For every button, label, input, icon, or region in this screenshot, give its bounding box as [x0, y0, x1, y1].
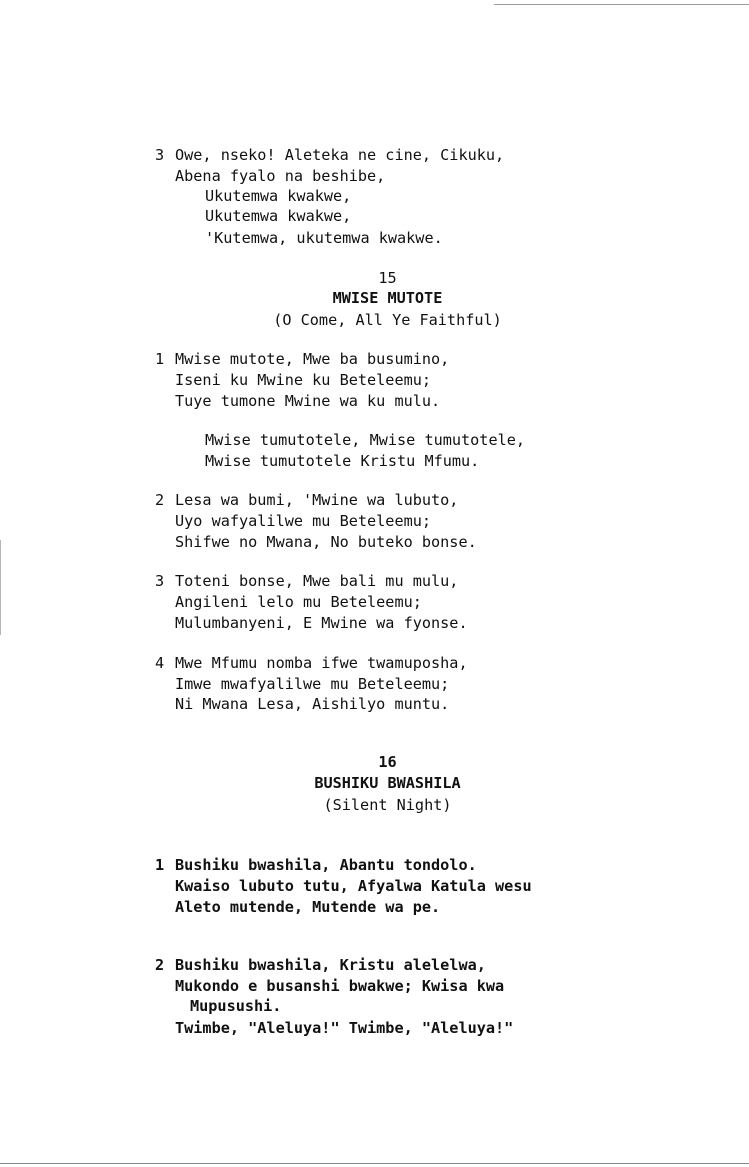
verse-line: Imwe mwafyalilwe mu Beteleemu; [175, 675, 450, 693]
verse-line: Iseni ku Mwine ku Beteleemu; [175, 371, 432, 389]
hymn-title: MWISE MUTOTE [332, 289, 443, 307]
verse-line: Ukutemwa kwakwe, [205, 187, 352, 205]
verse-line: Mulumbanyeni, E Mwine wa fyonse. [175, 614, 468, 632]
verse-line: Uyo wafyalilwe mu Beteleemu; [175, 512, 432, 530]
verse-line: Twimbe, "Aleluya!" Twimbe, "Aleluya!" [175, 1019, 514, 1037]
verse-line: Aleto mutende, Mutende wa pe. [175, 898, 441, 916]
verse-number: 4 [155, 654, 165, 672]
top-rule [494, 4, 749, 5]
verse-line: 'Kutemwa, ukutemwa kwakwe. [205, 229, 443, 247]
verse-number: 1 [155, 350, 165, 368]
hymn-subtitle: (Silent Night) [323, 796, 452, 814]
hymn-subtitle: (O Come, All Ye Faithful) [273, 311, 502, 329]
verse-line: Bushiku bwashila, Kristu alelelwa, [175, 956, 486, 974]
verse-line: Mwise mutote, Mwe ba busumino, [175, 350, 450, 368]
verse-number: 2 [155, 956, 165, 974]
hymn-title: BUSHIKU BWASHILA [314, 774, 461, 792]
verse-line: Mwe Mfumu nomba ifwe twamuposha, [175, 654, 468, 672]
verse-line: Mupusushi. [190, 997, 282, 1015]
verse-line: Kwaiso lubuto tutu, Afyalwa Katula wesu [175, 877, 532, 895]
refrain-line: Mwise tumutotele, Mwise tumutotele, [205, 431, 526, 449]
verse-number: 2 [155, 491, 165, 509]
verse-line: Lesa wa bumi, 'Mwine wa lubuto, [175, 491, 459, 509]
hymn-number: 16 [378, 753, 397, 771]
verse-number: 3 [155, 146, 165, 164]
verse-line: Ukutemwa kwakwe, [205, 207, 352, 225]
verse-number: 3 [155, 572, 165, 590]
verse-line: Shifwe no Mwana, No buteko bonse. [175, 533, 477, 551]
verse-line: Bushiku bwashila, Abantu tondolo. [175, 856, 477, 874]
verse-line: Angileni lelo mu Beteleemu; [175, 593, 422, 611]
refrain-line: Mwise tumutotele Kristu Mfumu. [205, 452, 480, 470]
verse-line: Mukondo e busanshi bwakwe; Kwisa kwa [175, 977, 505, 995]
verse-number: 1 [155, 856, 165, 874]
verse-line: Abena fyalo na beshibe, [175, 167, 386, 185]
verse-line: Ni Mwana Lesa, Aishilyo muntu. [175, 695, 450, 713]
scan-edge-mark [0, 540, 1, 635]
hymn-number: 15 [378, 269, 397, 287]
bottom-rule [0, 1163, 749, 1164]
verse-line: Toteni bonse, Mwe bali mu mulu, [175, 572, 459, 590]
verse-line: Owe, nseko! Aleteka ne cine, Cikuku, [175, 146, 505, 164]
verse-line: Tuye tumone Mwine wa ku mulu. [175, 392, 441, 410]
